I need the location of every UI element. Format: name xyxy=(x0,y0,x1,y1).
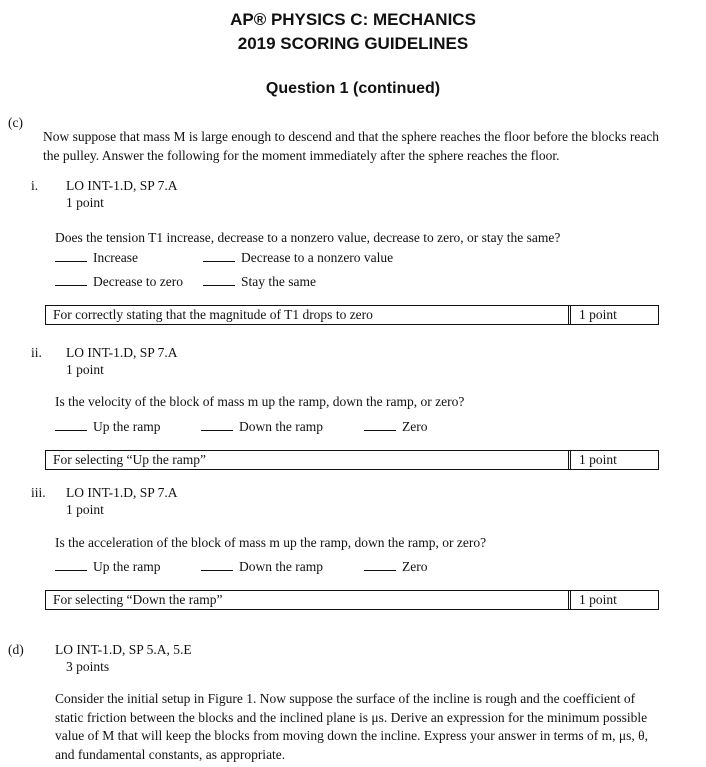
answer-blank xyxy=(55,558,87,571)
item-ii-lo: LO INT-1.D, SP 7.A xyxy=(66,345,178,360)
item-ii-points: 1 point xyxy=(66,362,104,377)
rubric-row-ii xyxy=(45,450,659,470)
option-stay-same[interactable] xyxy=(203,273,316,290)
option-down-ramp[interactable] xyxy=(201,558,323,575)
part-c-intro-text: Now suppose that mass M is large enough to descend and that the sphere reaches the floor before the blocks reach the pulley. Answer the following for the moment immediately after the sphere reaches the floor. xyxy=(43,129,660,163)
option-zero[interactable] xyxy=(364,418,427,435)
rubric-text: For correctly stating that the magnitude of T1 drops to zero xyxy=(53,307,373,322)
rubric-row-iii xyxy=(45,590,659,610)
option-increase[interactable] xyxy=(55,249,138,266)
answer-blank xyxy=(201,558,233,571)
option-label: Stay the same xyxy=(241,274,316,289)
rubric-points: 1 point xyxy=(568,306,658,324)
option-label: Down the ramp xyxy=(239,559,323,574)
part-c-label: (c) xyxy=(8,115,23,130)
option-label: Decrease to a nonzero value xyxy=(241,250,394,265)
rubric-text: For selecting “Up the ramp” xyxy=(53,452,206,467)
item-i-lo: LO INT-1.D, SP 7.A xyxy=(66,178,178,193)
title-line-1: AP® PHYSICS C: MECHANICS xyxy=(230,10,476,29)
answer-blank xyxy=(201,418,233,431)
part-d-text: Consider the initial setup in Figure 1. Now suppose the surface of the incline is rough and the coefficient of static friction between the blocks and the inclined plane is μs. Derive an expression for the minimum possible value of M that will keep the blocks from moving down the incline. Express your answer in terms of m, μs, θ, and fundamental constants, as appropriate. xyxy=(55,691,648,762)
item-iii-points: 1 point xyxy=(66,502,104,517)
option-zero[interactable] xyxy=(364,558,427,575)
item-i-number: i. xyxy=(31,178,39,193)
rubric-row-i xyxy=(45,305,659,325)
rubric-text: For selecting “Down the ramp” xyxy=(53,592,223,607)
option-up-ramp[interactable] xyxy=(55,558,160,575)
answer-blank xyxy=(55,273,87,286)
answer-blank xyxy=(55,249,87,262)
item-i-question: Does the tension T1 increase, decrease to a nonzero value, decrease to zero, or stay the same? xyxy=(55,230,561,245)
item-i-points: 1 point xyxy=(66,195,104,210)
option-label: Up the ramp xyxy=(93,419,161,434)
answer-blank xyxy=(203,273,235,286)
option-up-ramp[interactable] xyxy=(55,418,160,435)
item-ii-question: Is the velocity of the block of mass m up the ramp, down the ramp, or zero? xyxy=(55,394,465,409)
option-label: Up the ramp xyxy=(93,559,161,574)
part-d-points: 3 points xyxy=(66,659,110,674)
option-label: Increase xyxy=(93,250,138,265)
question-heading: Question 1 (continued) xyxy=(265,80,441,97)
item-iii-number: iii. xyxy=(31,485,46,500)
rubric-points: 1 point xyxy=(568,591,658,609)
part-d-lo: LO INT-1.D, SP 5.A, 5.E xyxy=(55,642,192,657)
answer-blank xyxy=(364,558,396,571)
title-line-2: 2019 SCORING GUIDELINES xyxy=(237,34,469,53)
option-down-ramp[interactable] xyxy=(201,418,323,435)
rubric-points: 1 point xyxy=(568,451,658,469)
option-label: Zero xyxy=(402,419,428,434)
option-label: Down the ramp xyxy=(239,419,323,434)
item-iii-lo: LO INT-1.D, SP 7.A xyxy=(66,485,178,500)
answer-blank xyxy=(203,249,235,262)
option-decrease-nonzero[interactable] xyxy=(203,249,393,266)
part-c-intro xyxy=(43,128,673,165)
answer-blank xyxy=(364,418,396,431)
item-iii-question: Is the acceleration of the block of mass m up the ramp, down the ramp, or zero? xyxy=(55,535,487,550)
option-label: Zero xyxy=(402,559,428,574)
option-label: Decrease to zero xyxy=(93,274,183,289)
option-decrease-zero[interactable] xyxy=(55,273,183,290)
answer-blank xyxy=(55,418,87,431)
part-d-label: (d) xyxy=(8,642,24,657)
item-ii-number: ii. xyxy=(31,345,42,360)
